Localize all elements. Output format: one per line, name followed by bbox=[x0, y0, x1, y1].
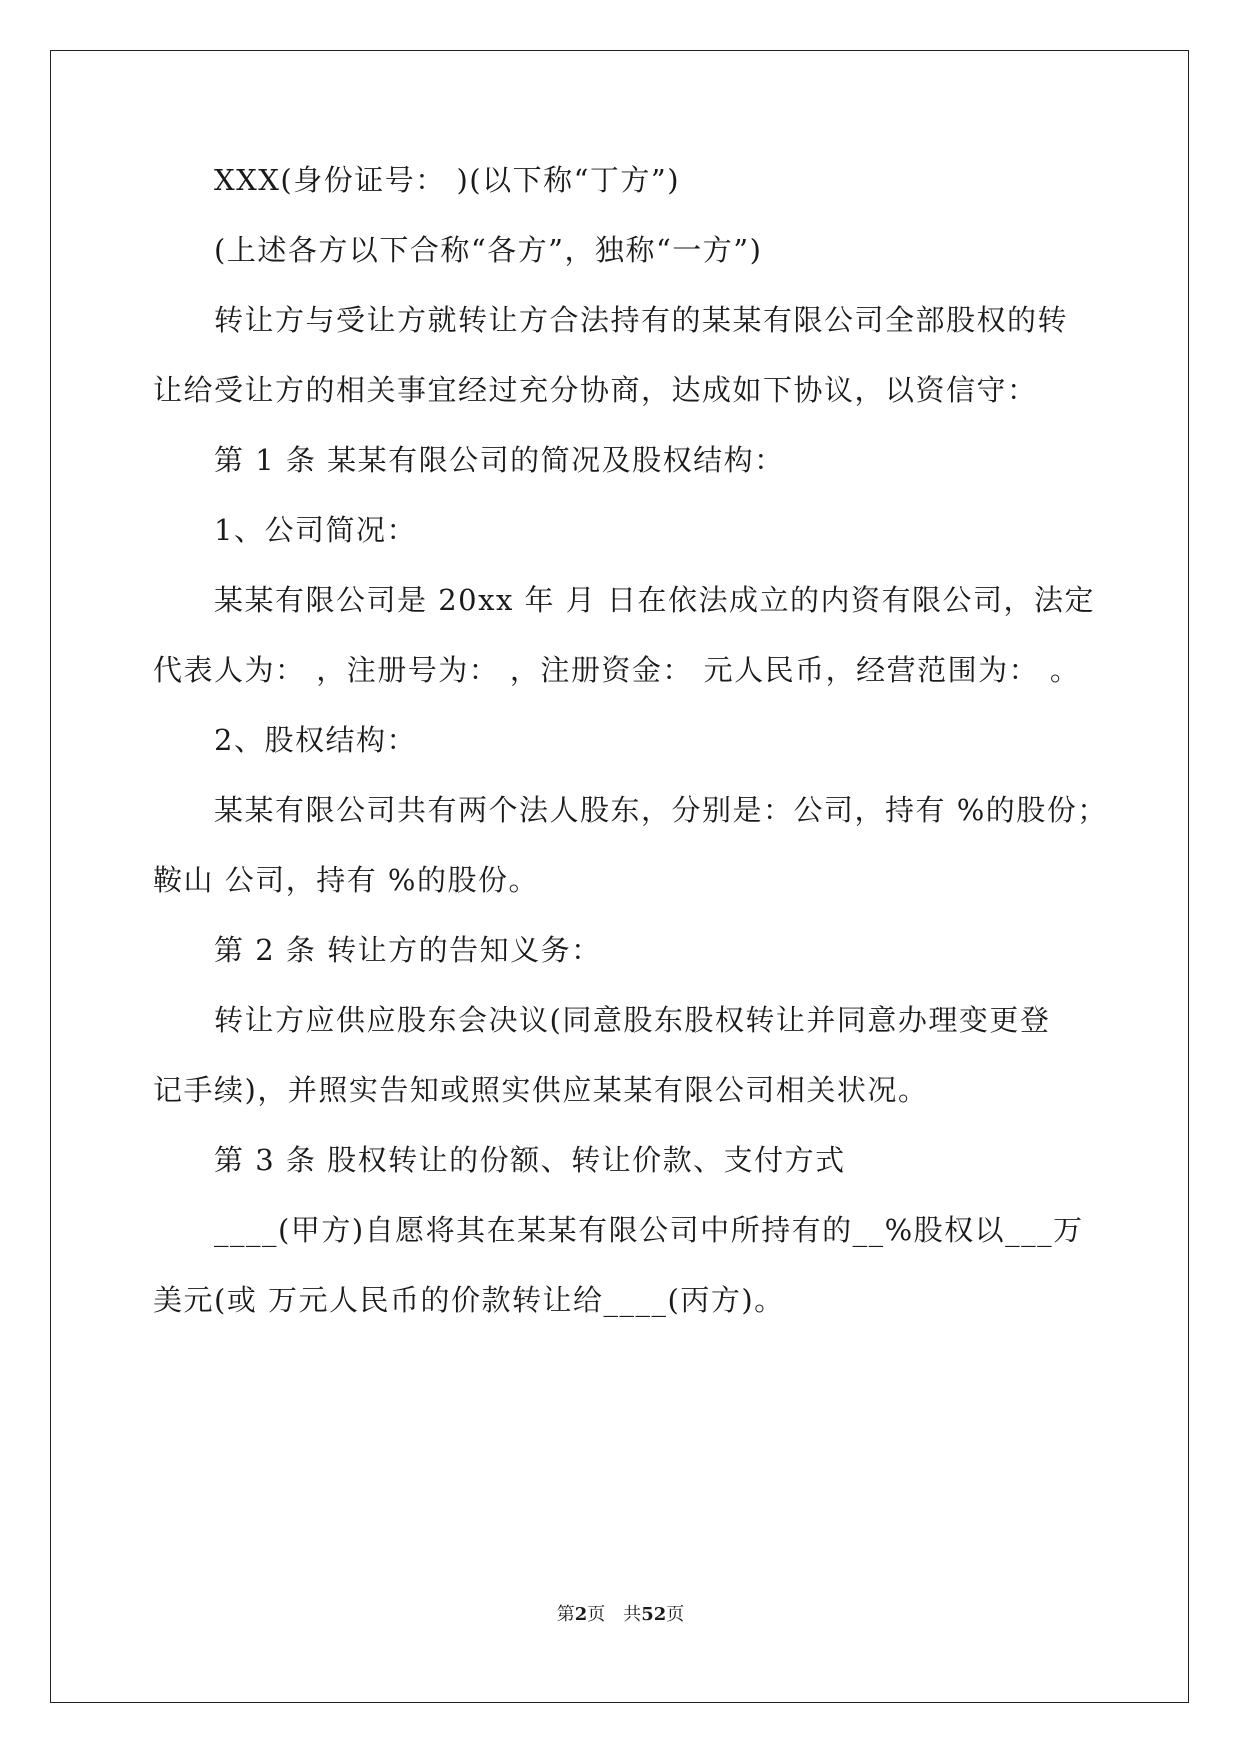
equity-structure-line-2: 鞍山 公司，持有 %的股份。 bbox=[153, 863, 539, 897]
preamble-line-2: 让给受让方的相关事宜经过充分协商，达成如下协议，以资信守： bbox=[153, 373, 1038, 407]
transfer-terms-line-1: ____(甲方)自愿将其在某某有限公司中所持有的__%股权以___万 bbox=[214, 1213, 1084, 1247]
section-company-overview-heading: 1、公司简况： bbox=[214, 513, 417, 547]
disclosure-line-2: 记手续)，并照实告知或照实供应某某有限公司相关状况。 bbox=[153, 1073, 929, 1107]
preamble-line-1: 转让方与受让方就转让方合法持有的某某有限公司全部股权的转 bbox=[214, 303, 1069, 337]
article-2-heading: 第 2 条 转让方的告知义务： bbox=[214, 933, 602, 967]
footer-total-pages: 52 bbox=[641, 1604, 667, 1625]
page-footer bbox=[0, 1604, 1241, 1626]
parties-collective-line: (上述各方以下合称“各方”，独称“一方”) bbox=[214, 233, 763, 267]
article-1-heading: 第 1 条 某某有限公司的简况及股权结构： bbox=[214, 443, 785, 477]
disclosure-line-1: 转让方应供应股东会决议(同意股东股权转让并同意办理变更登 bbox=[214, 1003, 1051, 1037]
footer-page-mid: 页 共 bbox=[587, 1604, 642, 1625]
company-overview-line-1: 某某有限公司是 20xx 年 月 日在依法成立的内资有限公司，法定 bbox=[214, 583, 1095, 617]
company-overview-line-2: 代表人为： ，注册号为： ，注册资金： 元人民币，经营范围为： 。 bbox=[153, 653, 1081, 687]
footer-page-number: 2 bbox=[574, 1604, 588, 1625]
section-equity-structure-heading: 2、股权结构： bbox=[214, 723, 417, 757]
transfer-terms-line-2: 美元(或 万元人民币的价款转让给____(丙方)。 bbox=[153, 1283, 785, 1317]
equity-structure-line-1: 某某有限公司共有两个法人股东，分别是：公司，持有 %的股份； bbox=[214, 793, 1108, 827]
article-3-heading: 第 3 条 股权转让的份额、转让价款、支付方式 bbox=[214, 1143, 846, 1177]
footer-page-prefix: 第 bbox=[556, 1604, 575, 1625]
party-ding-line: XXX(身份证号： )(以下称“丁方”) bbox=[214, 163, 681, 197]
footer-page-suffix: 页 bbox=[666, 1604, 685, 1625]
